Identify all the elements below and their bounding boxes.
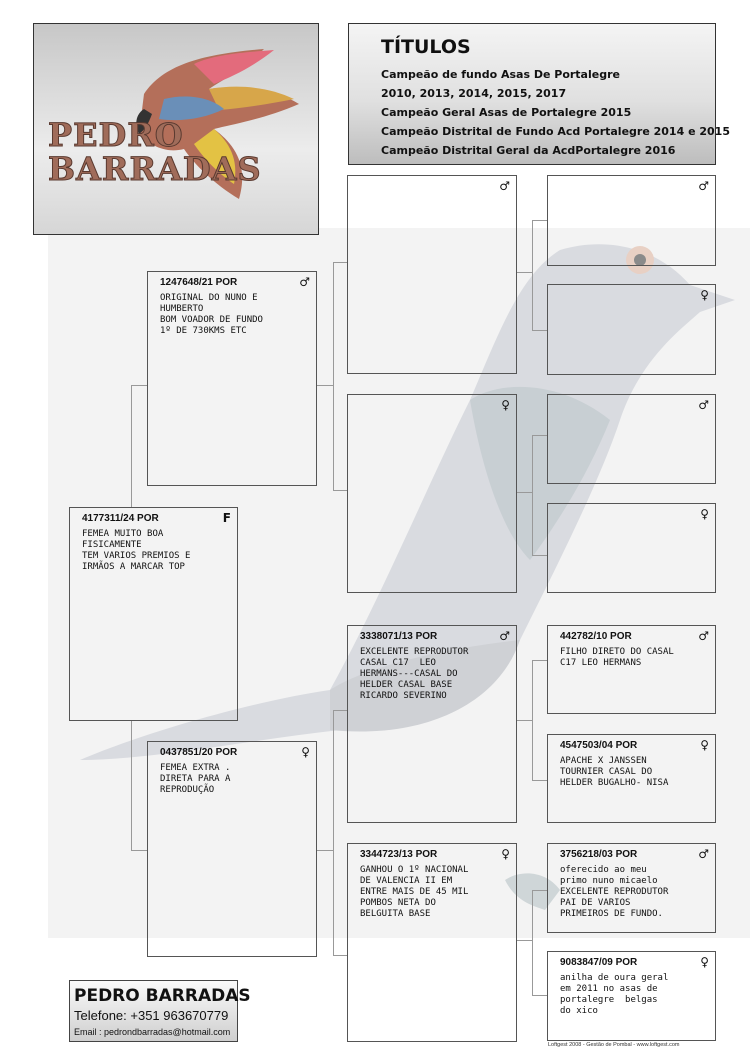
ring-number: 3344723/13 POR (360, 849, 438, 860)
pigeon-description: anilha de oura geral em 2011 no asas de portalegre belgas do xico (560, 973, 669, 1016)
connector-line (131, 850, 147, 851)
title-line: Campeão Distrital de Fundo Acd Portalegre 2014 e 2015 (381, 125, 730, 138)
male-icon: ♂ (698, 398, 709, 412)
pigeon-description: FILHO DIRETO DO CASAL C17 LEO HERMANS (560, 647, 674, 668)
female-icon: ♀ (700, 955, 709, 969)
female-icon: ♀ (700, 507, 709, 521)
pedigree-great-grandparent-card (547, 625, 716, 714)
pigeon-description: EXCELENTE REPRODUTOR CASAL C17 LEO HERMANS---CASAL DO HELDER CASAL BASE RICARDO SEVERINO (360, 647, 469, 701)
footer-credit: Loftgest 2008 - Gestão de Pombal - www.loftgest.com (548, 1042, 680, 1048)
female-icon: ♀ (700, 288, 709, 302)
female-icon: ♀ (700, 738, 709, 752)
pedigree-sire-card (147, 271, 317, 486)
pedigree-great-grandparent-card (547, 394, 716, 484)
pedigree-granddam-maternal-card (347, 843, 517, 1042)
pigeon-description: FEMEA MUITO BOA FISICAMENTE TEM VARIOS PREMIOS E IRMÃOS A MARCAR TOP (82, 529, 191, 572)
pigeon-description: GANHOU O 1º NACIONAL DE VALENCIA II EM ENTRE MAIS DE 45 MIL POMBOS NETA DO BELGUITA BASE (360, 865, 469, 919)
connector-line (532, 435, 547, 436)
pigeon-description: ORIGINAL DO NUNO E HUMBERTO BOM VOADOR DE FUNDO 1º DE 730KMS ETC (160, 293, 263, 336)
connector-line (532, 435, 533, 555)
pedigree-grandsire-paternal-card (347, 175, 517, 374)
connector-line (131, 385, 132, 508)
connector-line (532, 780, 547, 781)
pedigree-granddam-paternal-card (347, 394, 517, 593)
pigeon-description: APACHE X JANSSEN TOURNIER CASAL DO HELDER BUGALHO- NISA (560, 756, 669, 788)
pedigree-grandsire-maternal-card (347, 625, 517, 823)
connector-line (317, 385, 333, 386)
ring-number: 1247648/21 POR (160, 277, 238, 288)
connector-line (532, 890, 533, 995)
connector-line (532, 555, 547, 556)
connector-line (532, 995, 547, 996)
connector-line (532, 220, 547, 221)
ring-number: 4547503/04 POR (560, 740, 638, 751)
pedigree-great-grandparent-card (547, 843, 716, 933)
connector-line (333, 710, 348, 711)
contact-panel (69, 980, 251, 1042)
title-line: Campeão Geral Asas de Portalegre 2015 (381, 106, 632, 119)
connector-line (532, 660, 547, 661)
connector-line (532, 220, 533, 330)
male-icon: ♂ (698, 179, 709, 193)
title-line: 2010, 2013, 2014, 2015, 2017 (381, 87, 567, 100)
male-icon: ♂ (698, 629, 709, 643)
connector-line (517, 492, 532, 493)
titles-panel (348, 23, 730, 165)
pedigree-great-grandparent-card (547, 503, 716, 593)
connector-line (532, 890, 547, 891)
ring-number: 3756218/03 POR (560, 849, 638, 860)
connector-line (532, 330, 547, 331)
connector-line (317, 850, 333, 851)
connector-line (532, 660, 533, 780)
connector-line (517, 720, 532, 721)
male-icon: ♂ (299, 275, 310, 289)
male-icon: ♂ (698, 847, 709, 861)
phone-number: Telefone: +351 963670779 (74, 1008, 229, 1023)
connector-line (131, 385, 147, 386)
female-icon: ♀ (301, 745, 310, 759)
owner-name: PEDRO BARRADAS (74, 986, 251, 1006)
pigeon-description: oferecido ao meu primo nuno micaelo EXCELENTE REPRODUTOR PAI DE VARIOS PRIMEIROS DE FUNDO. (560, 865, 669, 919)
sex-marker: F (222, 511, 231, 525)
pigeon-description: FEMEA EXTRA . DIRETA PARA A REPRODUÇÃO (160, 763, 231, 795)
connector-line (333, 710, 334, 955)
pedigree-dam-card (147, 741, 317, 957)
connector-line (333, 955, 348, 956)
female-icon: ♀ (501, 398, 510, 412)
ring-number: 3338071/13 POR (360, 631, 438, 642)
connector-line (333, 490, 348, 491)
female-icon: ♀ (501, 847, 510, 861)
ring-number: 0437851/20 POR (160, 747, 238, 758)
ring-number: 4177311/24 POR (82, 513, 159, 524)
title-line: Campeão de fundo Asas De Portalegre (381, 68, 620, 81)
ring-number: 9083847/09 POR (560, 957, 638, 968)
connector-line (333, 262, 334, 490)
male-icon: ♂ (499, 179, 510, 193)
connector-line (517, 940, 532, 941)
email-address[interactable]: Email : pedrondbarradas@hotmail.com (74, 1027, 231, 1037)
title-line: Campeão Distrital Geral da AcdPortalegre 2016 (381, 144, 676, 157)
pedigree-great-grandparent-card (547, 951, 716, 1041)
logo-line-2: BARRADAS (48, 150, 262, 188)
titles-heading: TÍTULOS (381, 36, 471, 58)
pedigree-great-grandparent-card (547, 175, 716, 266)
pedigree-subject-card (69, 507, 238, 721)
logo-panel (33, 23, 319, 235)
pedigree-great-grandparent-card (547, 734, 716, 823)
pedigree-great-grandparent-card (547, 284, 716, 375)
ring-number: 442782/10 POR (560, 631, 632, 642)
connector-line (333, 262, 348, 263)
connector-line (517, 272, 532, 273)
male-icon: ♂ (499, 629, 510, 643)
connector-line (131, 720, 132, 850)
logo-line-1: PEDRO (48, 116, 184, 154)
